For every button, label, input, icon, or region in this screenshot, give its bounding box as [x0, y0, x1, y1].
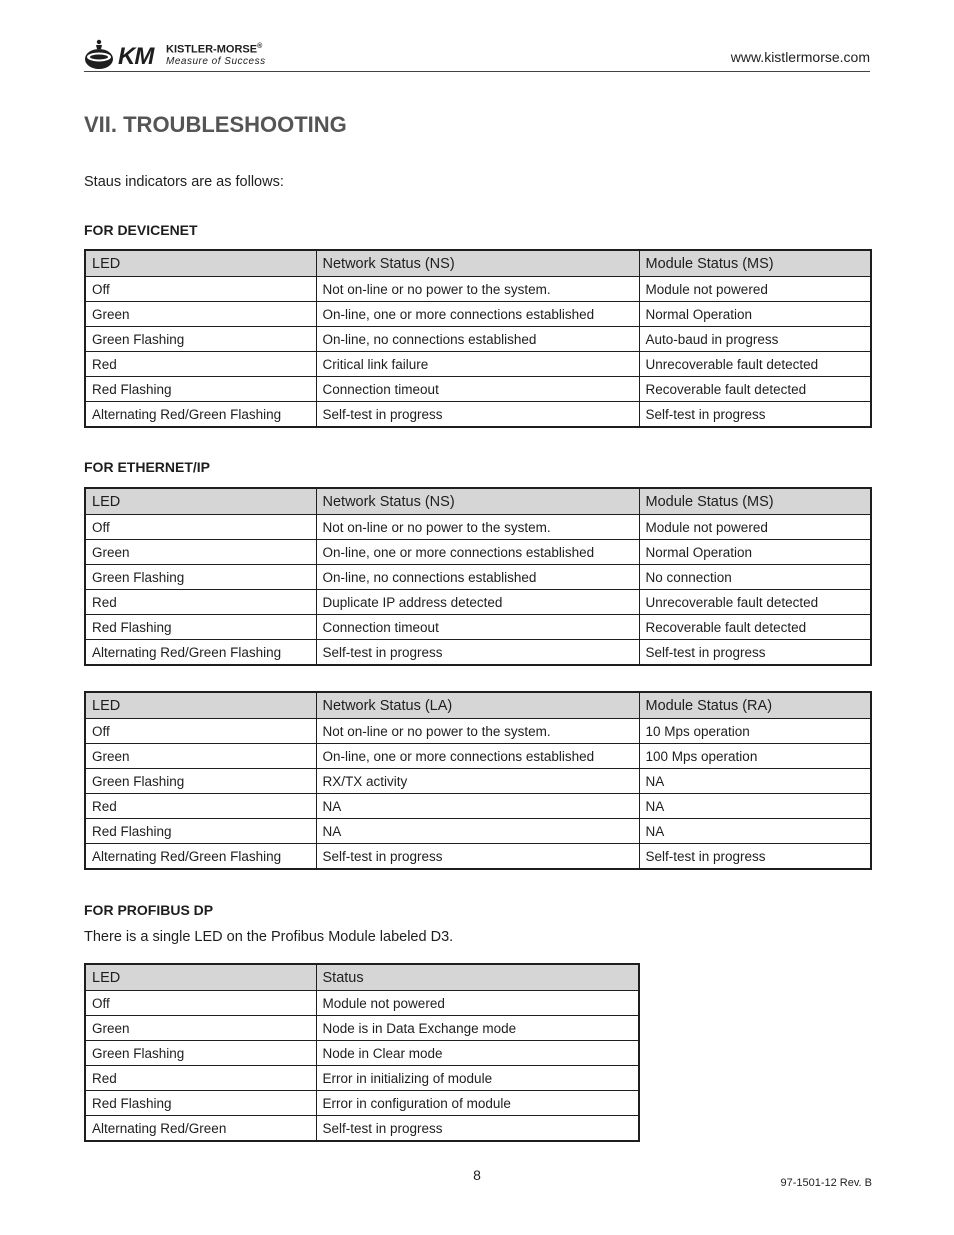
table-row [85, 1041, 639, 1066]
cell-led: Red [85, 794, 316, 819]
column-header-status: Status [316, 964, 639, 991]
cell-network-status: RX/TX activity [316, 769, 639, 794]
cell-network-status: Duplicate IP address detected [316, 590, 639, 615]
intro-text: Staus indicators are as follows: [84, 174, 284, 190]
table-row [85, 819, 871, 844]
website-url: www.kistlermorse.com [730, 49, 870, 65]
table-row [85, 327, 871, 352]
cell-led: Red [85, 590, 316, 615]
cell-module-status: NA [639, 819, 871, 844]
logo-emblem-icon [84, 38, 114, 72]
cell-network-status: Self-test in progress [316, 640, 639, 666]
cell-module-status: Self-test in progress [639, 640, 871, 666]
table-row [85, 590, 871, 615]
cell-network-status: Self-test in progress [316, 844, 639, 870]
cell-network-status: Not on-line or no power to the system. [316, 515, 639, 540]
column-header-network-status: Network Status (LA) [316, 692, 639, 719]
cell-led: Green [85, 302, 316, 327]
logo-tagline: Measure of Success [166, 56, 266, 67]
table-header-row [85, 250, 871, 277]
cell-led: Green [85, 540, 316, 565]
profibus-note: There is a single LED on the Profibus Module labeled D3. [84, 929, 454, 945]
column-header-led: LED [85, 964, 316, 991]
cell-network-status: On-line, no connections established [316, 327, 639, 352]
devicenet-table [84, 249, 872, 428]
column-header-led: LED [85, 488, 316, 515]
cell-led: Off [85, 991, 316, 1016]
cell-module-status: Recoverable fault detected [639, 615, 871, 640]
cell-led: Red [85, 1066, 316, 1091]
table-row [85, 1066, 639, 1091]
header-divider [84, 71, 870, 72]
cell-led: Red Flashing [85, 615, 316, 640]
column-header-led: LED [85, 250, 316, 277]
devicenet-heading: FOR DEVICENET [84, 222, 198, 238]
cell-network-status: Not on-line or no power to the system. [316, 719, 639, 744]
cell-network-status: Critical link failure [316, 352, 639, 377]
cell-led: Off [85, 277, 316, 302]
cell-network-status: On-line, no connections established [316, 565, 639, 590]
page-number: 8 [473, 1167, 481, 1183]
cell-led: Green Flashing [85, 1041, 316, 1066]
table-row [85, 515, 871, 540]
ethernet-table [84, 487, 872, 666]
table-row [85, 719, 871, 744]
table-row [85, 302, 871, 327]
cell-led: Alternating Red/Green Flashing [85, 844, 316, 870]
cell-status: Node is in Data Exchange mode [316, 1016, 639, 1041]
table-row [85, 1116, 639, 1142]
cell-network-status: On-line, one or more connections established [316, 744, 639, 769]
cell-network-status: Self-test in progress [316, 402, 639, 428]
table-row [85, 769, 871, 794]
cell-led: Off [85, 515, 316, 540]
profibus-heading: FOR PROFIBUS DP [84, 902, 214, 918]
page-title: VII. TROUBLESHOOTING [84, 112, 347, 137]
table-row [85, 744, 871, 769]
cell-led: Red Flashing [85, 819, 316, 844]
cell-module-status: Auto-baud in progress [639, 327, 871, 352]
column-header-network-status: Network Status (NS) [316, 488, 639, 515]
table-row [85, 277, 871, 302]
cell-module-status: Recoverable fault detected [639, 377, 871, 402]
cell-led: Alternating Red/Green [85, 1116, 316, 1142]
table-row [85, 1016, 639, 1041]
cell-led: Green [85, 744, 316, 769]
table-header-row [85, 488, 871, 515]
cell-module-status: 10 Mps operation [639, 719, 871, 744]
table-header-row [85, 964, 639, 991]
column-header-module-status: Module Status (MS) [639, 250, 871, 277]
column-header-module-status: Module Status (RA) [639, 692, 871, 719]
cell-led: Green Flashing [85, 327, 316, 352]
cell-led: Green Flashing [85, 565, 316, 590]
cell-module-status: Normal Operation [639, 302, 871, 327]
cell-led: Alternating Red/Green Flashing [85, 640, 316, 666]
cell-network-status: On-line, one or more connections established [316, 302, 639, 327]
profibus-table [84, 963, 640, 1142]
cell-network-status: NA [316, 819, 639, 844]
cell-led: Off [85, 719, 316, 744]
cell-led: Alternating Red/Green Flashing [85, 402, 316, 428]
cell-module-status: No connection [639, 565, 871, 590]
table-row [85, 991, 639, 1016]
cell-network-status: Not on-line or no power to the system. [316, 277, 639, 302]
cell-network-status: Connection timeout [316, 377, 639, 402]
column-header-module-status: Module Status (MS) [639, 488, 871, 515]
cell-module-status: Self-test in progress [639, 402, 871, 428]
table-row [85, 794, 871, 819]
cell-module-status: Module not powered [639, 277, 871, 302]
cell-status: Error in initializing of module [316, 1066, 639, 1091]
table-row [85, 540, 871, 565]
logo-km-mark: KM [118, 43, 154, 70]
ethernet-heading: FOR ETHERNET/IP [84, 459, 211, 475]
cell-led: Red Flashing [85, 377, 316, 402]
table-row [85, 844, 871, 870]
table-row [85, 640, 871, 666]
logo-brand-name: KISTLER-MORSE® [166, 43, 263, 56]
cell-led: Green [85, 1016, 316, 1041]
ethernet-link-table [84, 691, 872, 870]
cell-module-status: 100 Mps operation [639, 744, 871, 769]
cell-status: Error in configuration of module [316, 1091, 639, 1116]
cell-module-status: Unrecoverable fault detected [639, 352, 871, 377]
company-logo [84, 38, 284, 72]
cell-module-status: Self-test in progress [639, 844, 871, 870]
table-row [85, 377, 871, 402]
cell-led: Red Flashing [85, 1091, 316, 1116]
cell-module-status: Module not powered [639, 515, 871, 540]
cell-network-status: NA [316, 794, 639, 819]
cell-led: Red [85, 352, 316, 377]
cell-status: Node in Clear mode [316, 1041, 639, 1066]
cell-module-status: NA [639, 769, 871, 794]
cell-module-status: Unrecoverable fault detected [639, 590, 871, 615]
table-row [85, 1091, 639, 1116]
document-number: 97-1501-12 Rev. B [780, 1177, 872, 1189]
column-header-led: LED [85, 692, 316, 719]
cell-network-status: Connection timeout [316, 615, 639, 640]
cell-led: Green Flashing [85, 769, 316, 794]
cell-status: Module not powered [316, 991, 639, 1016]
table-row [85, 565, 871, 590]
table-row [85, 352, 871, 377]
column-header-network-status: Network Status (NS) [316, 250, 639, 277]
cell-network-status: On-line, one or more connections established [316, 540, 639, 565]
table-row [85, 615, 871, 640]
cell-module-status: NA [639, 794, 871, 819]
cell-status: Self-test in progress [316, 1116, 639, 1142]
table-row [85, 402, 871, 428]
cell-module-status: Normal Operation [639, 540, 871, 565]
table-header-row [85, 692, 871, 719]
